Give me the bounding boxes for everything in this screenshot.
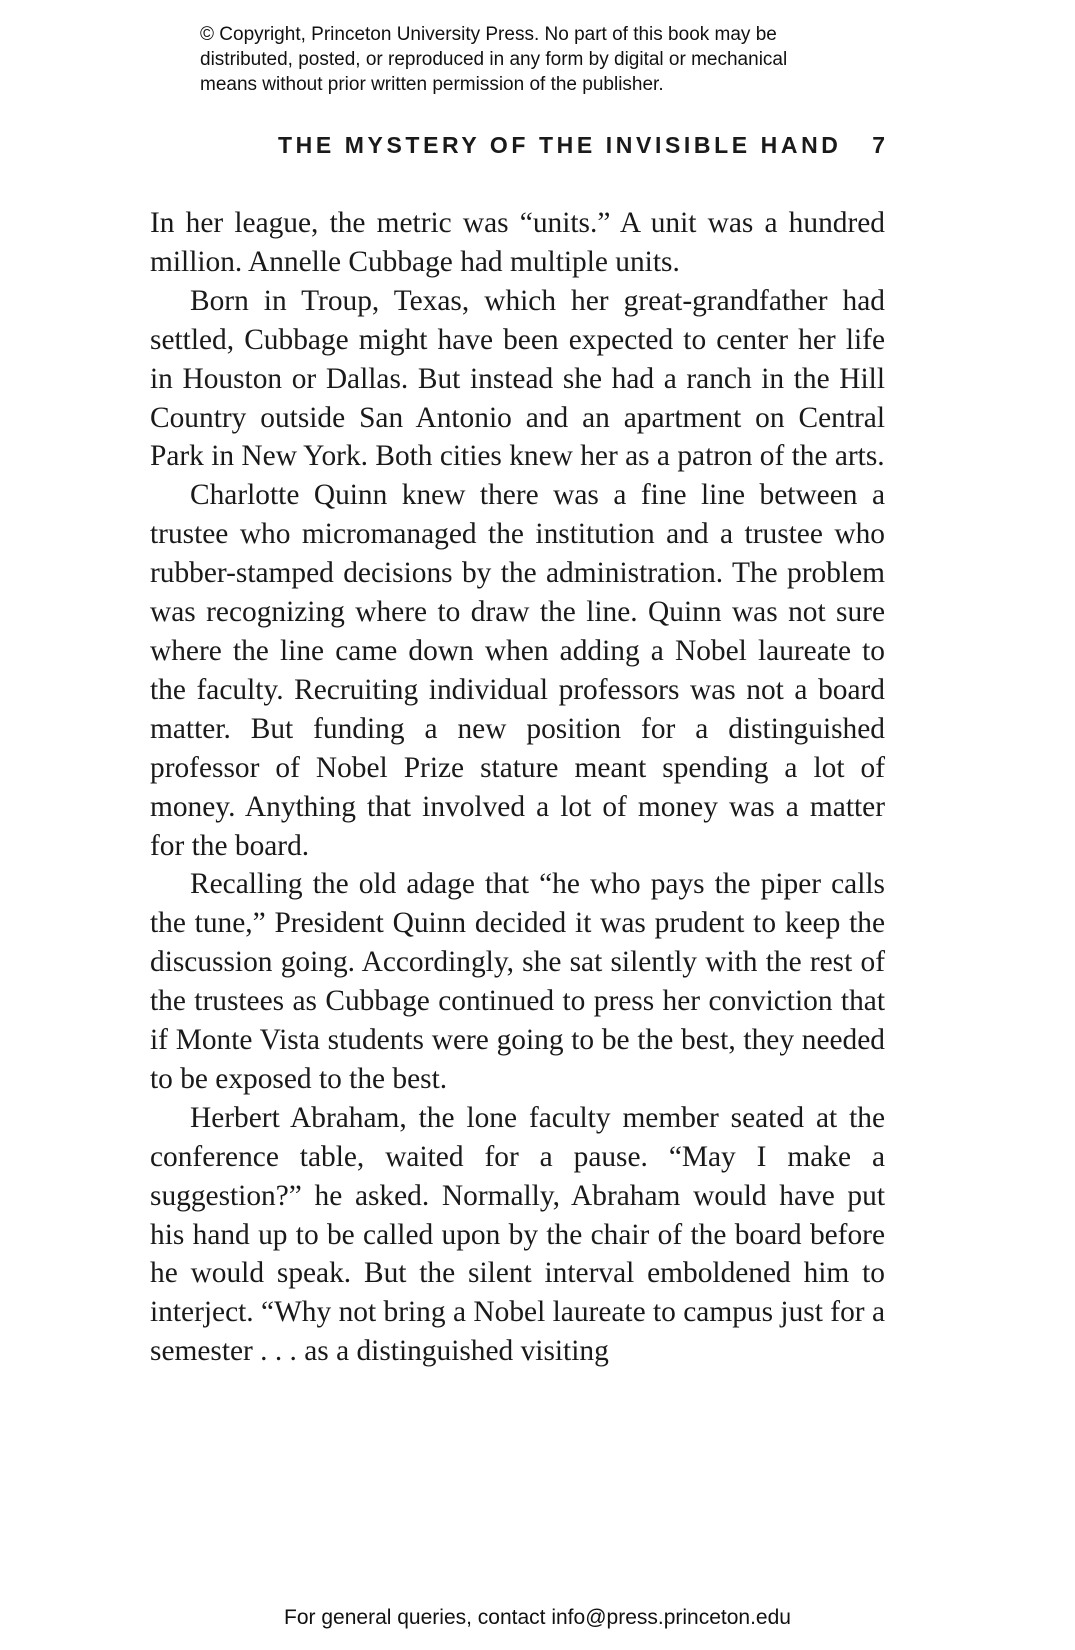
- paragraph: Charlotte Quinn knew there was a fine line between a trustee who micromanaged the institution and a trustee who rubber-stamped decisions by the administration. The problem was recognizing where to draw the line. Quinn was not sure where the line came down when adding a Nobel laureate to the faculty. Recruiting individual professors was not a board matter. But funding a new position for a distinguished professor of Nobel Prize stature meant spending a lot of money. Anything that involved a lot of money was a matter for the board.: [150, 479, 885, 862]
- running-head: [150, 132, 885, 164]
- copyright-line: distributed, posted, or reproduced in any form by digital or mechanical: [200, 49, 788, 70]
- copyright-line: © Copyright, Princeton University Press. No part of this book may be: [200, 24, 777, 45]
- body-text: [150, 204, 885, 1371]
- paragraph: In her league, the metric was “units.” A unit was a hundred million. Annelle Cubbage had multiple units.: [150, 207, 885, 278]
- paragraph: Recalling the old adage that “he who pays the piper calls the tune,” President Quinn decided it was prudent to keep the discussion going. Accordingly, she sat silently with the rest of the trustees as Cubbage continued to press her conviction that if Monte Vista students were going to be the best, they needed to be exposed to the best.: [150, 868, 885, 1095]
- page-number: 7: [872, 132, 885, 158]
- paragraph: Born in Troup, Texas, which her great-grandfather had settled, Cubbage might have been expected to center her life in Houston or Dallas. But instead she had a ranch in the Hill Country outside San Antonio and an apartment on Central Park in New York. Both cities knew her as a patron of the arts.: [150, 284, 885, 473]
- paragraph: Herbert Abraham, the lone faculty member seated at the conference table, waited for a pause. “May I make a suggestion?” he asked. Normally, Abraham would have put his hand up to be called upon by the chair of the board before he would speak. But the silent interval emboldened him to interject. “Why not bring a Nobel laureate to campus just for a semester . . . as a distinguished visiting: [150, 1101, 885, 1368]
- footer-contact: For general queries, contact info@press.princeton.edu: [284, 1606, 791, 1629]
- copyright-notice: [200, 22, 900, 97]
- running-title: THE MYSTERY OF THE INVISIBLE HAND: [278, 132, 842, 158]
- copyright-line: means without prior written permission of the publisher.: [200, 74, 664, 95]
